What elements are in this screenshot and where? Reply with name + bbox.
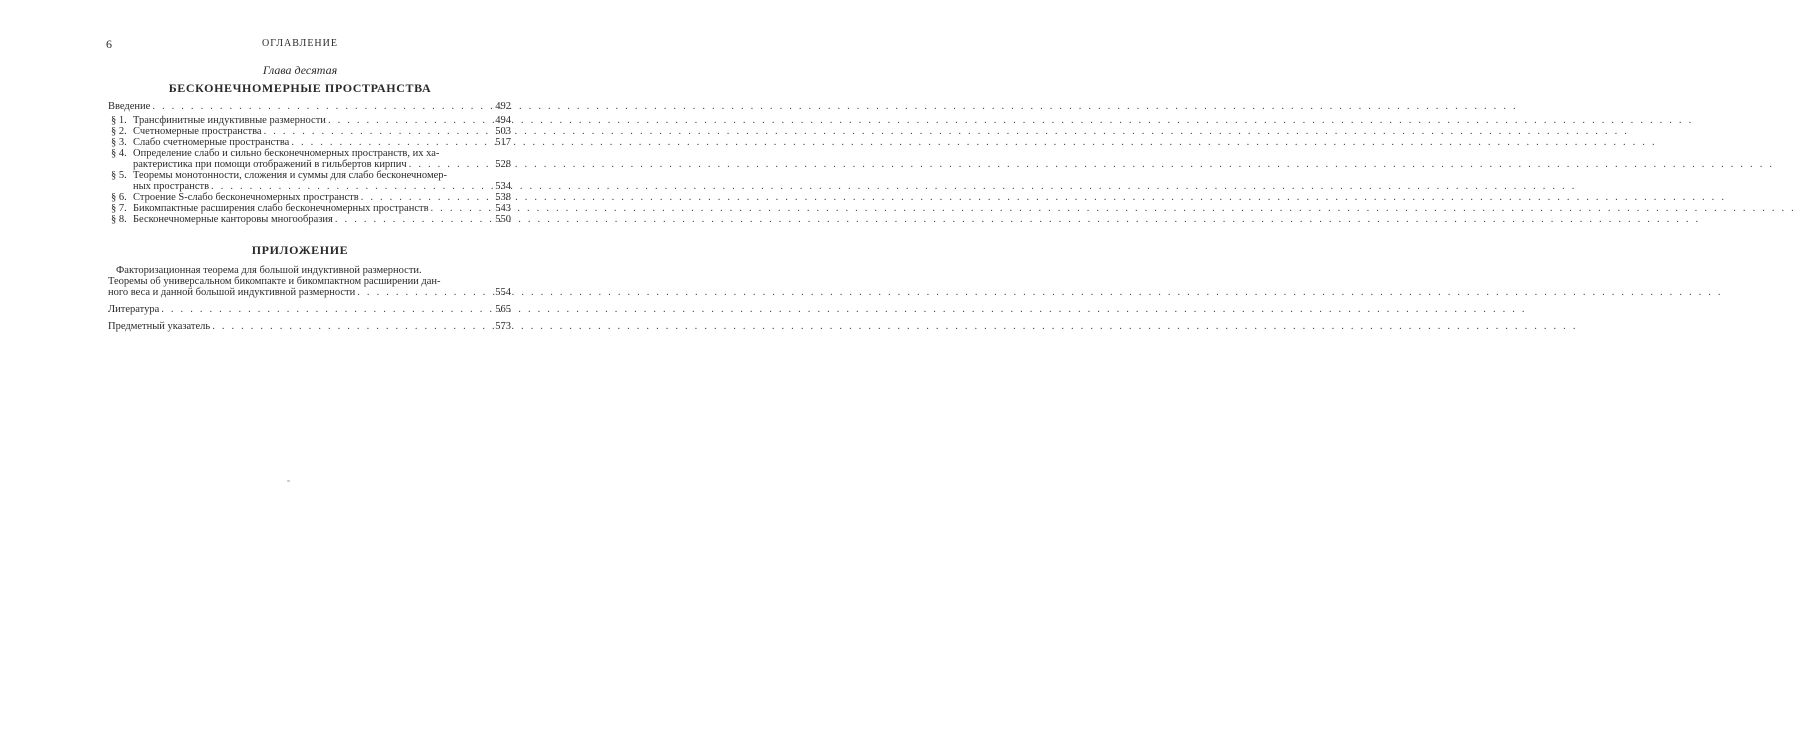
section-number: § 8. xyxy=(111,214,127,225)
toc-page-number: 538 xyxy=(495,192,511,203)
toc-entry-appendix[interactable] xyxy=(108,265,511,298)
section-number: § 4. xyxy=(111,148,127,159)
leader-dots xyxy=(152,101,493,112)
chapter-label: Глава десятая xyxy=(262,63,338,77)
section-number: § 6. xyxy=(111,192,127,203)
toc-entry-section-5[interactable] xyxy=(111,170,511,192)
toc-entry-label: Слабо счетномерные пространства xyxy=(133,137,290,148)
book-page xyxy=(0,0,600,750)
toc-entry-label: Счетномерные пространства xyxy=(133,126,262,137)
toc-entry-label: Бикомпактные расширения слабо бесконечномерных пространств xyxy=(133,203,429,214)
toc-entry-label: Бесконечномерные канторовы многообразия xyxy=(133,214,333,225)
toc-entry-section-2[interactable] xyxy=(111,126,511,137)
toc-page-number: 517 xyxy=(495,137,511,148)
leader-dots xyxy=(264,126,494,137)
leader-dots xyxy=(328,115,493,126)
toc-entry-label-line-1: Определение слабо и сильно бесконечномерных пространств, их ха- xyxy=(133,148,440,159)
toc-entry-label-line-1: Теоремы монотонности, сложения и суммы для слабо бесконечномер- xyxy=(133,170,447,181)
appendix-toc xyxy=(108,265,511,332)
leader-dots xyxy=(357,287,493,298)
toc-entry-label: Литература xyxy=(108,304,160,315)
toc-entry-label-line-3: ного веса и данной большой индуктивной размерности xyxy=(108,287,356,298)
toc-page-number: 550 xyxy=(495,214,511,225)
toc-entry-subject-index[interactable] xyxy=(108,321,511,332)
toc-entry-label: Трансфинитные индуктивные размерности xyxy=(133,115,326,126)
toc-entry-label-line-2: Теоремы об универсальном бикомпакте и бикомпактном расширении дан- xyxy=(108,276,441,287)
leader-dots xyxy=(161,304,493,315)
leader-dots xyxy=(409,159,494,170)
page-number: 6 xyxy=(106,37,112,51)
toc-entry-section-3[interactable] xyxy=(111,137,511,148)
toc-entry-label: Предметный указатель xyxy=(108,321,211,332)
section-number: § 7. xyxy=(111,203,127,214)
toc-entry-label: Строение S-слабо бесконечномерных пространств xyxy=(133,192,359,203)
toc-page-number: 494 xyxy=(495,115,511,126)
leader-dots xyxy=(211,181,493,192)
toc-entry-literature[interactable] xyxy=(108,304,511,315)
leader-dots xyxy=(291,137,493,148)
toc-entry-label-line-2: ных пространств xyxy=(133,181,210,192)
toc-entry-label-line-2: рактеристика при помощи отображений в гильбертов кирпич xyxy=(133,159,407,170)
section-number: § 1. xyxy=(111,115,127,126)
toc-entry-section-8[interactable] xyxy=(111,214,511,225)
leader-dots xyxy=(212,321,493,332)
toc-entry-section-7[interactable] xyxy=(111,203,511,214)
chapter-title: БЕСКОНЕЧНОМЕРНЫЕ ПРОСТРАНСТВА xyxy=(168,81,432,95)
toc-entry-label-line-1: Факторизационная теорема для большой индуктивной размерности. xyxy=(116,265,422,276)
leader-dots xyxy=(335,214,493,225)
toc-entry-section-1[interactable] xyxy=(111,115,511,126)
toc-page-number: 492 xyxy=(495,101,511,112)
appendix-title: ПРИЛОЖЕНИЕ xyxy=(251,243,349,257)
toc-page-number: 543 xyxy=(495,203,511,214)
toc-page-number: 534 xyxy=(495,181,511,192)
toc-page-number: 554 xyxy=(495,287,511,298)
toc-entry-section-4[interactable] xyxy=(111,148,511,170)
toc-entry-intro[interactable] xyxy=(108,101,511,112)
toc-entry-section-6[interactable] xyxy=(111,192,511,203)
paper-speck xyxy=(287,480,290,482)
toc-page-number: 528 xyxy=(495,159,511,170)
running-head: ОГЛАВЛЕНИЕ xyxy=(262,38,338,49)
leader-dots xyxy=(361,192,494,203)
section-number: § 3. xyxy=(111,137,127,148)
toc-page-number: 503 xyxy=(495,126,511,137)
section-number: § 5. xyxy=(111,170,127,181)
toc-entry-label: Введение xyxy=(108,101,151,112)
section-number: § 2. xyxy=(111,126,127,137)
chapter-toc xyxy=(108,101,511,225)
toc-page-number: 565 xyxy=(495,304,511,315)
toc-page-number: 573 xyxy=(495,321,511,332)
leader-dots xyxy=(431,203,494,214)
